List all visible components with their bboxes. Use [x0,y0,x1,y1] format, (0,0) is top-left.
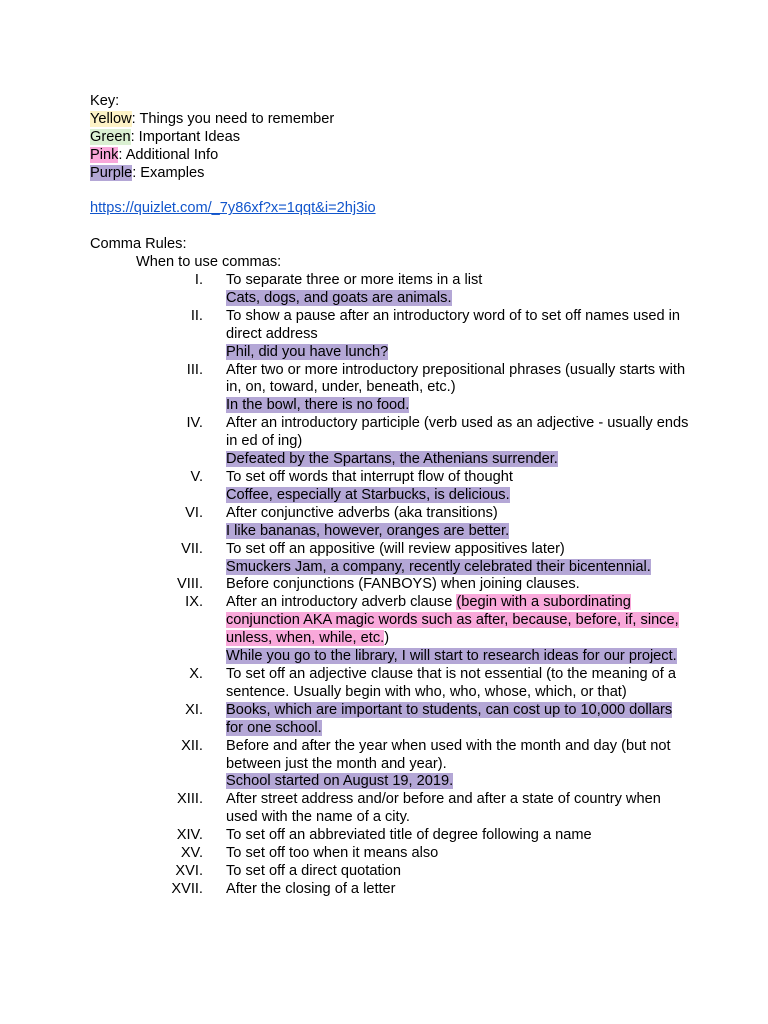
rule-text: After an introductory participle (verb used as an adjective - usually ends in ed of ing) [226,415,689,450]
rule-item [90,272,690,308]
rule-text: Before and after the year when used with the month and day (but not between just the month and year). [226,737,671,772]
rule-example: I like bananas, however, oranges are better. [226,522,510,539]
rule-text: After street address and/or before and after a state of country when used with the name of a city. [226,791,661,826]
rule-example: In the bowl, there is no food. [226,397,410,414]
rule-item [90,845,690,863]
rule-number: II. [190,307,203,324]
rule-number: XIII. [177,791,203,808]
key-item-purple [90,165,690,183]
comma-rules-list [90,272,690,899]
rule-example: School started on August 19, 2019. [226,773,454,790]
key-desc-pink: : Additional Info [118,146,219,163]
key-title: Key: [90,93,120,109]
key-term-pink: Pink [90,146,119,163]
rule-number: I. [194,272,203,289]
rule-item [90,362,690,416]
rule-number: IV. [186,415,203,432]
rule-text: To show a pause after an introductory word of to set off names used in direct address [226,307,681,342]
rule-number: XV. [180,845,203,862]
rule-item [90,576,690,594]
rule-item [90,666,690,702]
rule-text: After conjunctive adverbs (aka transitions) [226,504,498,521]
rule-example: Cats, dogs, and goats are animals. [226,289,452,306]
rule-text: Before conjunctions (FANBOYS) when joining clauses. [226,576,580,593]
rule-number: XVII. [171,880,203,897]
rule-number: VIII. [177,576,203,593]
rule-item [90,791,690,827]
key-term-yellow: Yellow [90,110,132,127]
rule-number: XII. [181,737,203,754]
rule-number: VI. [185,504,203,521]
rule-number: IX. [185,594,203,611]
rule-number: XI. [185,701,203,718]
rule-item [90,415,690,469]
rule-text: To set off an adjective clause that is not essential (to the meaning of a sentence. Usually begin with who, who, whose, which, or that) [226,665,676,700]
rule-item [90,505,690,541]
key-desc-yellow: : Things you need to remember [131,110,335,127]
key-desc-purple: : Examples [132,164,205,181]
comma-rules-heading: Comma Rules: [90,236,187,253]
rule-item [90,738,690,792]
rule-item [90,541,690,577]
rule-text: To set off an abbreviated title of degree following a name [226,827,592,844]
key-term-green: Green [90,128,131,145]
rule-number: V. [190,469,203,485]
rule-text: After an introductory adverb clause [226,594,457,611]
rule-example: While you go to the library, I will start to research ideas for our project. [226,648,677,665]
quizlet-link[interactable]: https://quizlet.com/_7y86xf?x=1qqt&i=2hj3io [90,200,376,217]
rule-number: X. [189,665,203,682]
rule-item [90,827,690,845]
document-content [90,93,690,899]
key-item-yellow [90,111,690,129]
rule-text: To set off an appositive (will review appositives later) [226,540,565,557]
rule-text: To set off a direct quotation [226,862,401,879]
rule-item [90,881,690,899]
rule-example: Books, which are important to students, can cost up to 10,000 dollars for one school. [226,701,673,736]
rule-example: Smuckers Jam, a company, recently celebrated their bicentennial. [226,558,651,575]
rule-item [90,308,690,362]
rule-number: XIV. [176,827,203,844]
rule-number: VII. [181,540,203,557]
rule-example: Coffee, especially at Starbucks, is delicious. [226,486,510,503]
rule-text: After the closing of a letter [226,880,396,897]
rule-item [90,702,690,738]
rule-additional-info: (begin with a subordinating conjunction AKA magic words such as after, because, before, if, since, unless, when, while, etc. [226,594,679,647]
rule-item [90,594,690,666]
spacer [90,218,690,236]
key-desc-green: : Important Ideas [130,128,241,145]
rule-number: XVI. [175,862,203,879]
rule-text: To set off words that interrupt flow of thought [226,469,513,485]
rule-number: III. [186,361,203,378]
rule-text-tail: ) [384,630,390,647]
rule-text: After two or more introductory prepositional phrases (usually starts with in, on, toward, under, beneath, etc.) [226,361,686,396]
rule-example: Phil, did you have lunch? [226,343,389,360]
rule-text: To set off too when it means also [226,845,439,862]
spacer [90,183,690,201]
key-item-pink [90,147,690,165]
key-term-purple: Purple [90,164,133,181]
rule-example: Defeated by the Spartans, the Athenians surrender. [226,451,558,468]
rule-item [90,863,690,881]
comma-rules-subheading: When to use commas: [136,254,282,271]
rule-text: To separate three or more items in a list [226,272,483,289]
key-item-green [90,129,690,147]
rule-item [90,469,690,505]
